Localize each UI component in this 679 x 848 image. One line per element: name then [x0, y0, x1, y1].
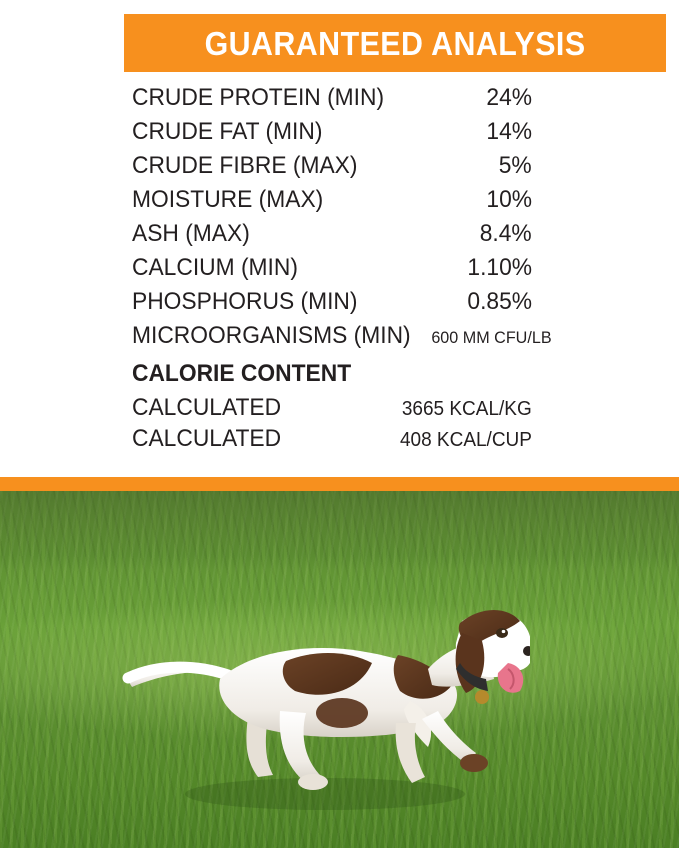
nutrient-value: 10%: [486, 186, 532, 213]
nutrient-label: MICROORGANISMS (MIN): [132, 322, 411, 349]
calorie-content-heading: CALORIE CONTENT: [132, 360, 352, 387]
calorie-row: [132, 394, 532, 425]
nutrient-label: CRUDE FAT (MIN): [132, 118, 323, 145]
nutrient-value: 1.10%: [467, 254, 532, 281]
table-row: [132, 322, 552, 356]
guaranteed-analysis-table: [132, 84, 552, 456]
nutrient-value: 600 MM CFU/LB: [431, 328, 552, 347]
table-row: [132, 152, 532, 186]
page-title: GUARANTEED ANALYSIS: [204, 24, 586, 62]
nutrient-label: PHOSPHORUS (MIN): [132, 288, 358, 315]
nutrient-label: CALCIUM (MIN): [132, 254, 298, 281]
table-row: [132, 84, 532, 118]
nutrient-value: 24%: [486, 84, 532, 111]
calorie-label: CALCULATED: [132, 425, 282, 452]
table-row: [132, 186, 532, 220]
orange-divider: [0, 477, 679, 491]
nutrient-label: MOISTURE (MAX): [132, 186, 324, 213]
calorie-value: 408 KCAL/CUP: [399, 429, 532, 451]
calorie-row: [132, 425, 532, 456]
dog-photo: [0, 491, 679, 848]
nutrient-value: 0.85%: [467, 288, 532, 315]
nutrient-label: ASH (MAX): [132, 220, 250, 247]
calorie-value: 3665 KCAL/KG: [402, 398, 532, 420]
table-row: [132, 288, 532, 322]
nutrient-value: 5%: [499, 152, 532, 179]
dog-illustration: [110, 551, 530, 821]
nutrient-label: CRUDE PROTEIN (MIN): [132, 84, 385, 111]
nutrient-value: 14%: [486, 118, 532, 145]
table-row: [132, 254, 532, 288]
guaranteed-analysis-header: [124, 14, 666, 72]
table-row: [132, 118, 532, 152]
calorie-label: CALCULATED: [132, 394, 282, 421]
nutrient-value: 8.4%: [480, 220, 532, 247]
nutrient-label: CRUDE FIBRE (MAX): [132, 152, 358, 179]
table-row: [132, 220, 532, 254]
